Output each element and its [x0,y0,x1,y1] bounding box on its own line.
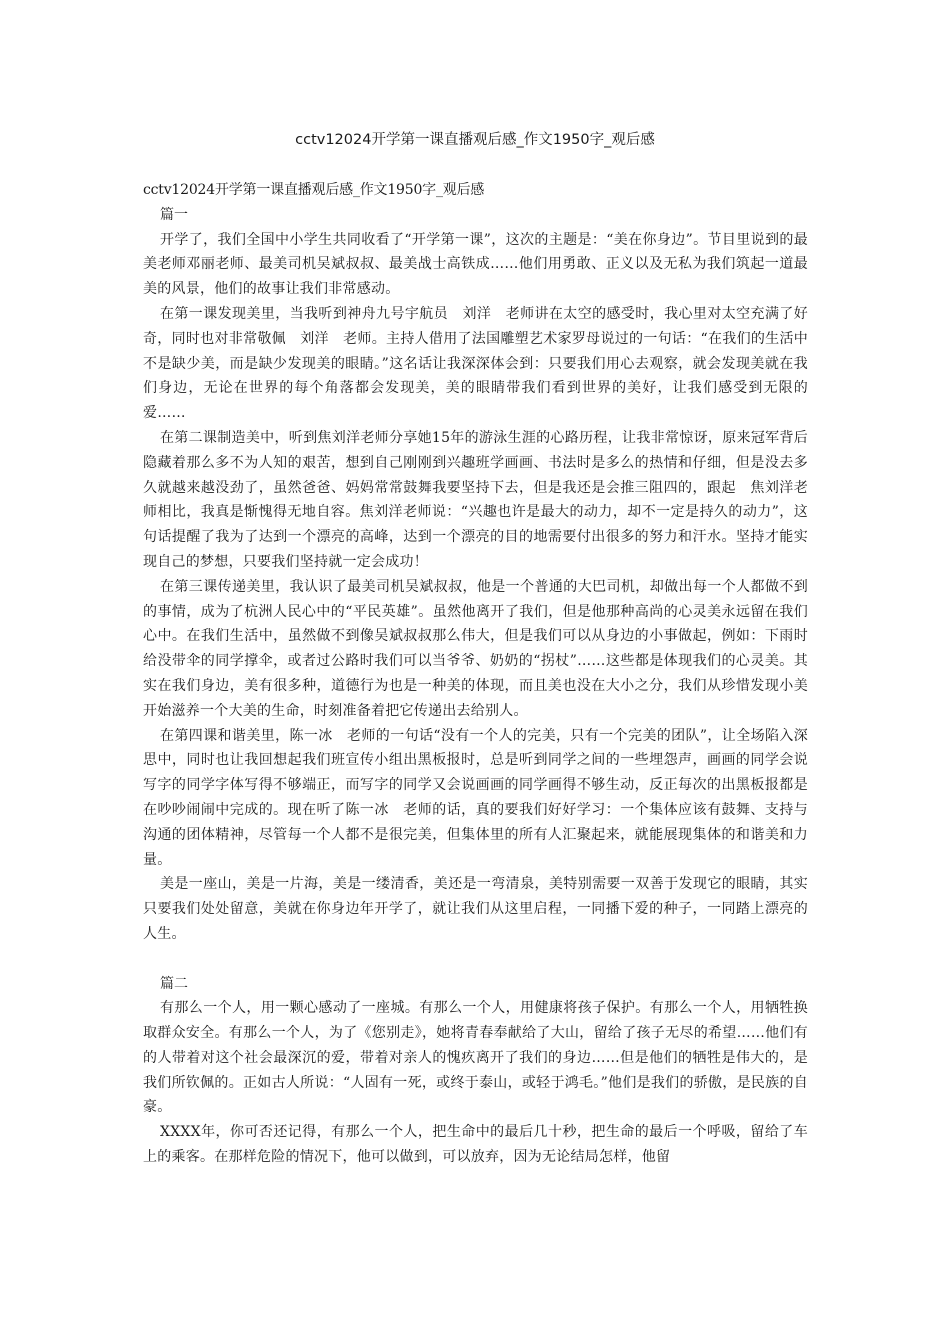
paragraph: 开学了，我们全国中小学生共同收看了“开学第一课”，这次的主题是：“美在你身边”。节目里说到的最美老师邓丽老师、最美司机吴斌叔叔、最美战士高铁成……他们用勇敢、正义以及无私为我们筑起一道最美的风景，他们的故事让我们非常感动。 [143,231,808,298]
section-label-part1: 篇一 [160,206,188,223]
paragraph: 在第一课发现美里，当我听到神舟九号宇航员 刘洋 老师讲在太空的感受时，我心里对太空充满了好奇，同时也对非常敬佩 刘洋 老师。主持人借用了法国雕塑艺术家罗母说过的一句话：“在我们的生活中不是缺少美，而是缺少发现美的眼睛。”这名话让我深深体会到：只要我们用心去观察，就会发现美就在我们身边，无论在世界的每个角落都会发现美，美的眼睛带我们看到世界的美好，让我们感受到无限的爱…… [143,305,808,422]
document-subtitle: cctv12024开学第一课直播观后感_作文1950字_观后感 [143,182,485,198]
section-spacer [143,947,808,972]
paragraph: 在第四课和谐美里，陈一冰 老师的一句话“没有一个人的完美，只有一个完美的团队”，让全场陷入深思中，同时也让我回想起我们班宣传小组出黑板报时，总是听到同学之间的一些埋怨声，画画的同学会说写字的同学字体写得不够端正，而写字的同学又会说画画的同学画得不够生动，反正每次的出黑板报都是在吵吵闹闹中完成的。现在听了陈一冰 老师的话，真的要我们好好学习：一个集体应该有鼓舞、支持与沟通的团体精神，尽管每一个人都不是很完美，但集体里的所有人汇聚起来，就能展现集体的和谐美和力量。 [143,727,808,868]
paragraph: 有那么一个人，用一颗心感动了一座城。有那么一个人，用健康将孩子保护。有那么一个人，用牺牲换取群众安全。有那么一个人，为了《您别走》，她将青春奉献给了大山，留给了孩子无尽的希望……他们有的人带着对这个社会最深沉的爱，带着对亲人的愧疚离开了我们的身边……但是他们的牺牲是伟大的，是我们所钦佩的。正如古人所说：“人固有一死，或终于泰山，或轻于鸿毛。”他们是我们的骄傲，是民族的自豪。 [143,1000,808,1116]
document-body [143,178,808,1170]
paragraph: 美是一座山，美是一片海，美是一缕清香，美还是一弯清泉，美特别需要一双善于发现它的眼睛，其实只要我们处处留意，美就在你身边年开学了，就让我们从这里启程，一同播下爱的种子，一同踏上漂亮的人生。 [143,876,808,942]
paragraph: 在第二课制造美中，听到焦刘洋老师分享她15年的游泳生涯的心路历程，让我非常惊讶，原来冠军背后隐藏着那么多不为人知的艰苦，想到自己刚刚到兴趣班学画画、书法时是多么的热情和仔细，但是没去多久就越来越没劲了，虽然爸爸、妈妈常常鼓舞我要坚持下去，但是我还是会推三阻四的，跟起 焦刘洋老师相比，我真是惭愧得无地自容。焦刘洋老师说：“兴趣也许是最大的动力，却不一定是持久的动力”，这句话提醒了我为了达到一个漂亮的高峰，达到一个漂亮的目的地需要付出很多的努力和汗水。坚持才能实现自己的梦想，只要我们坚持就一定会成功！ [143,429,808,570]
paragraph: XXXX年，你可否还记得，有那么一个人，把生命中的最后几十秒，把生命的最后一个呼吸，留给了车上的乘客。在那样危险的情况下，他可以做到，可以放弃，因为无论结局怎样，他留 [143,1124,808,1166]
document-title: cctv12024开学第一课直播观后感_作文1950字_观后感 [295,132,655,148]
paragraph: 在第三课传递美里，我认识了最美司机吴斌叔叔，他是一个普通的大巴司机，却做出每一个人都做不到的事情，成为了杭洲人民心中的“平民英雄”。虽然他离开了我们，但是他那种高尚的心灵美永远留在我们心中。在我们生活中，虽然做不到像吴斌叔叔那么伟大，但是我们可以从身边的小事做起，例如：下雨时给没带伞的同学撑伞，或者过公路时我们可以当爷爷、奶奶的“拐杖”……这些都是体现我们的心灵美。其实在我们身边，美有很多种，道德行为也是一种美的体现，而且美也没在大小之分，我们从珍惜发现小美开始滋养一个大美的生命，时刻准备着把它传递出去给别人。 [143,578,808,719]
section-label-part2: 篇二 [160,975,188,992]
